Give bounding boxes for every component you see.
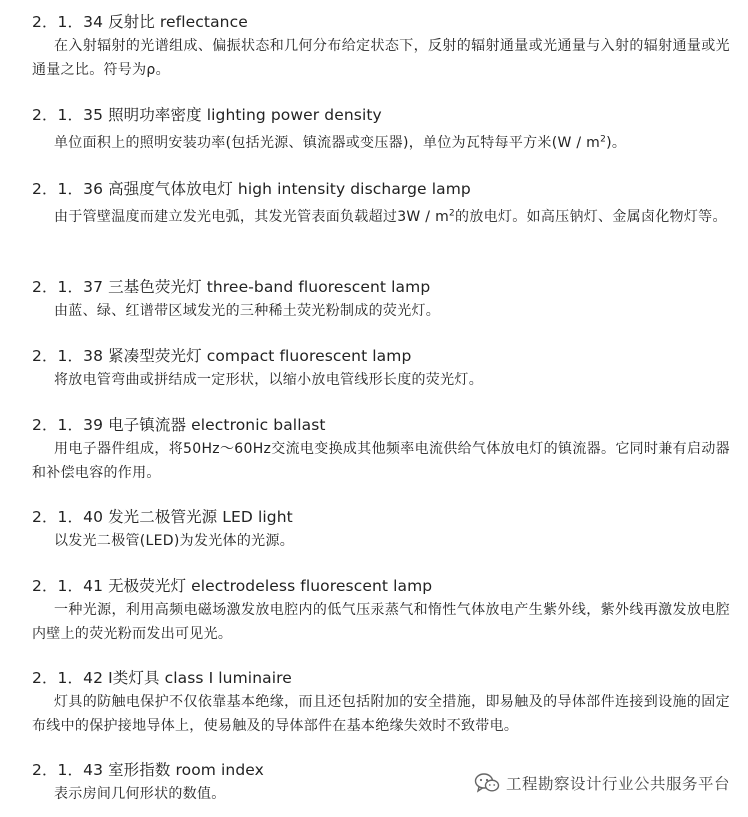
term-heading: 2．1．37 三基色荧光灯 three-band fluorescent lamp bbox=[32, 278, 431, 296]
entry-2-1-43 bbox=[32, 759, 448, 806]
term-definition: 一种光源，利用高频电磁场激发放电腔内的低气压汞蒸气和惰性气体放电产生紫外线，紫外线再激发放电腔内壁上的荧光粉而发出可见光。 bbox=[32, 602, 730, 642]
term-heading: 2．1．35 照明功率密度 lighting power density bbox=[32, 106, 382, 124]
entry-2-1-41 bbox=[32, 575, 730, 646]
term-heading: 2．1．40 发光二极管光源 LED light bbox=[32, 508, 293, 526]
term-heading: 2．1．38 紧凑型荧光灯 compact fluorescent lamp bbox=[32, 347, 412, 365]
entry-2-1-42 bbox=[32, 667, 730, 738]
entry-2-1-36 bbox=[32, 178, 730, 229]
entry-2-1-39 bbox=[32, 414, 730, 485]
entry-2-1-34 bbox=[32, 11, 730, 82]
entry-2-1-35 bbox=[32, 104, 730, 155]
term-heading: 2．1．42 Ⅰ类灯具 class Ⅰ luminaire bbox=[32, 669, 292, 687]
term-definition: 用电子器件组成，将50Hz～60Hz交流电变换成其他频率电流供给气体放电灯的镇流器。它同时兼有启动器和补偿电容的作用。 bbox=[32, 441, 730, 481]
entry-2-1-37 bbox=[32, 276, 730, 323]
term-heading: 2．1．34 反射比 reflectance bbox=[32, 13, 248, 31]
term-heading: 2．1．43 室形指数 room index bbox=[32, 761, 264, 779]
term-heading: 2．1．41 无极荧光灯 electrodeless fluorescent lamp bbox=[32, 577, 433, 595]
term-definition: 在入射辐射的光谱组成、偏振状态和几何分布给定状态下，反射的辐射通量或光通量与入射的辐射通量或光通量之比。符号为ρ。 bbox=[32, 38, 730, 78]
term-definition: 将放电管弯曲或拼结成一定形状，以缩小放电管线形长度的荧光灯。 bbox=[54, 372, 483, 388]
term-definition: 由于管壁温度而建立发光电弧，其发光管表面负载超过$3W / m^2$的放电灯。如高压钠灯、金属卤化物灯等。 bbox=[54, 208, 727, 225]
entry-2-1-40 bbox=[32, 506, 730, 553]
term-definition: 由蓝、绿、红谱带区域发光的三种稀土荧光粉制成的荧光灯。 bbox=[54, 303, 441, 319]
term-heading: 2．1．36 高强度气体放电灯 high intensity discharge lamp bbox=[32, 180, 471, 198]
watermark bbox=[474, 772, 730, 794]
term-definition: 表示房间几何形状的数值。 bbox=[54, 786, 226, 802]
term-heading: 2．1．39 电子镇流器 electronic ballast bbox=[32, 416, 326, 434]
term-definition: 以发光二极管(LED)为发光体的光源。 bbox=[54, 533, 295, 549]
wechat-icon bbox=[474, 772, 500, 794]
term-definition: 灯具的防触电保护不仅依靠基本绝缘，而且还包括附加的安全措施，即易触及的导体部件连接到设施的固定布线中的保护接地导体上，使易触及的导体部件在基本绝缘失效时不致带电。 bbox=[32, 694, 730, 734]
entry-2-1-38 bbox=[32, 345, 730, 392]
watermark-text: 工程勘察设计行业公共服务平台 bbox=[505, 775, 730, 793]
term-definition: 单位面积上的照明安装功率(包括光源、镇流器或变压器)，单位为瓦特每平方米$(W / m^2)$。 bbox=[54, 134, 627, 151]
